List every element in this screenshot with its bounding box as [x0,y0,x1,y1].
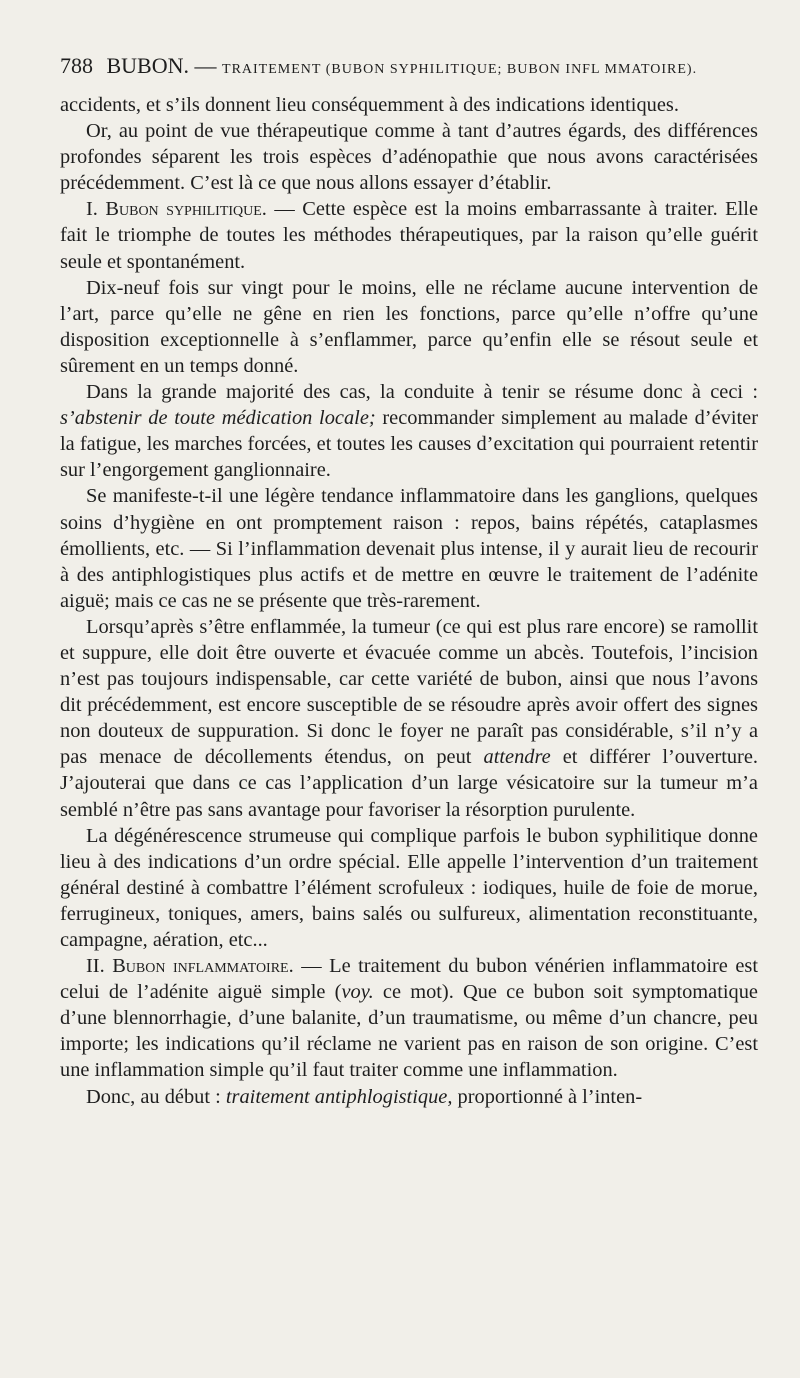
section-number: I. [86,198,98,221]
body-text [60,92,758,1110]
paragraph-text: et différer l’ouverture. J’ajouterai que dans ce cas l’application d’un large vésicatoire sur la tumeur m’a semblé n’être pas sans avantage pour favoriser la résorption purulente. [60,746,759,821]
running-header [60,52,760,84]
paragraph-text: proportionné à l’inten- [452,1085,643,1108]
paragraph-text: Donc, au début : [86,1085,226,1108]
section-bubon-inflammatoire [60,953,758,1083]
paragraph: Se manifeste-t-il une légère tendance inflammatoire dans les ganglions, quelques soins d’hygiène en ont promptement raison : repos, bains répétés, cataplasmes émollients, etc. — Si l’inflammation devenait plus intense, il y aurait lieu de recourir à des antiphlogistiques plus actifs et de mettre en œuvre le traitement de l’adénite aiguë; mais ce cas ne se présente que très-rarement. [60,485,758,612]
paragraph: La dégénérescence strumeuse qui complique parfois le bubon syphilitique donne lieu à des indications d’un ordre spécial. Elle appelle l’intervention d’un traitement général destiné à combattre l’élément scrofuleux : iodiques, huile de foie de morue, ferrugineux, toniques, amers, bains salés ou sulfureux, alimentation reconstituante, campagne, aération, etc... [60,824,758,951]
section-number: II. [86,955,105,978]
paragraph [60,1084,758,1110]
paragraph-intro: Or, au point de vue thérapeutique comme à tant d’autres égards, des différences profondes séparent les trois espèces d’adénopathie que nous avons caractérisées précédemment. C’est là ce que nous allons essayer d’établir. [60,120,758,195]
emphasis-text: traitement antiphlogistique, [225,1085,453,1108]
paragraph [60,379,758,483]
section-text: ce mot). Que ce bubon soit symptomatique d’une blennorrhagie, d’une balanite, d’un traumatisme, ou même d’un chancre, peu importe; les indications qu’il réclame ne varient pas en raison de son origine. C’est une inflammation simple qu’il faut traiter comme une inflammation. [60,981,758,1082]
emphasis-text: voy. [341,981,374,1004]
paragraph: Dix-neuf fois sur vingt pour le moins, elle ne réclame aucune intervention de l’art, parce qu’elle ne gêne en rien les fonctions, parce qu’elle n’offre qu’une disposition exceptionnelle à s’enflammer, parce qu’enfin elle se résout seule et sûrement en un temps donné. [60,276,758,377]
paragraph-continuation: accidents, et s’ils donnent lieu conséquemment à des indications identiques. [60,94,679,116]
paragraph-text: Dans la grande majorité des cas, la conduite à tenir se résume donc à ceci : [86,381,758,404]
header-subtitle: TRAITEMENT (BUBON SYPHILITIQUE; BUBON INFL MMATOIRE). [222,62,698,77]
section-heading: Bubon syphilitique. [105,198,267,221]
header-title: BUBON. — [106,53,217,78]
section-bubon-syphilitique [60,196,758,274]
paragraph [60,614,758,823]
emphasis-text: attendre [483,746,551,769]
section-heading: Bubon inflammatoire. [112,955,294,978]
page-number: 788 [60,53,93,78]
paragraph-text: Lorsqu’après s’être enflammée, la tumeur (ce qui est plus rare encore) se ramollit et suppure, elle doit être ouverte et évacuée comme un abcès. Toutefois, l’incision n’est pas toujours indispensable, car cette variété de bubon, ainsi que nous l’avons dit précédemment, est encore susceptible de se résoudre après avoir offert des signes non douteux de suppuration. Si donc le foyer ne paraît pas considérable, s’il n’y a pas menace de décollements étendus, on peut [60,615,758,769]
section-text: — Le traitement du bubon vénérien inflammatoire est celui de l’adénite aiguë simple ( [60,955,758,1004]
section-text: — Cette espèce est la moins embarrassante à traiter. Elle fait le triomphe de toutes les méthodes thérapeutiques, par la raison qu’elle guérit seule et spontanément. [60,198,758,273]
emphasis-text: s’abstenir de toute médication locale; [60,407,376,430]
paragraph-text: recommander simplement au malade d’éviter la fatigue, les marches forcées, et toutes les causes d’excitation qui pourraient retentir sur l’engorgement ganglionnaire. [60,407,759,482]
